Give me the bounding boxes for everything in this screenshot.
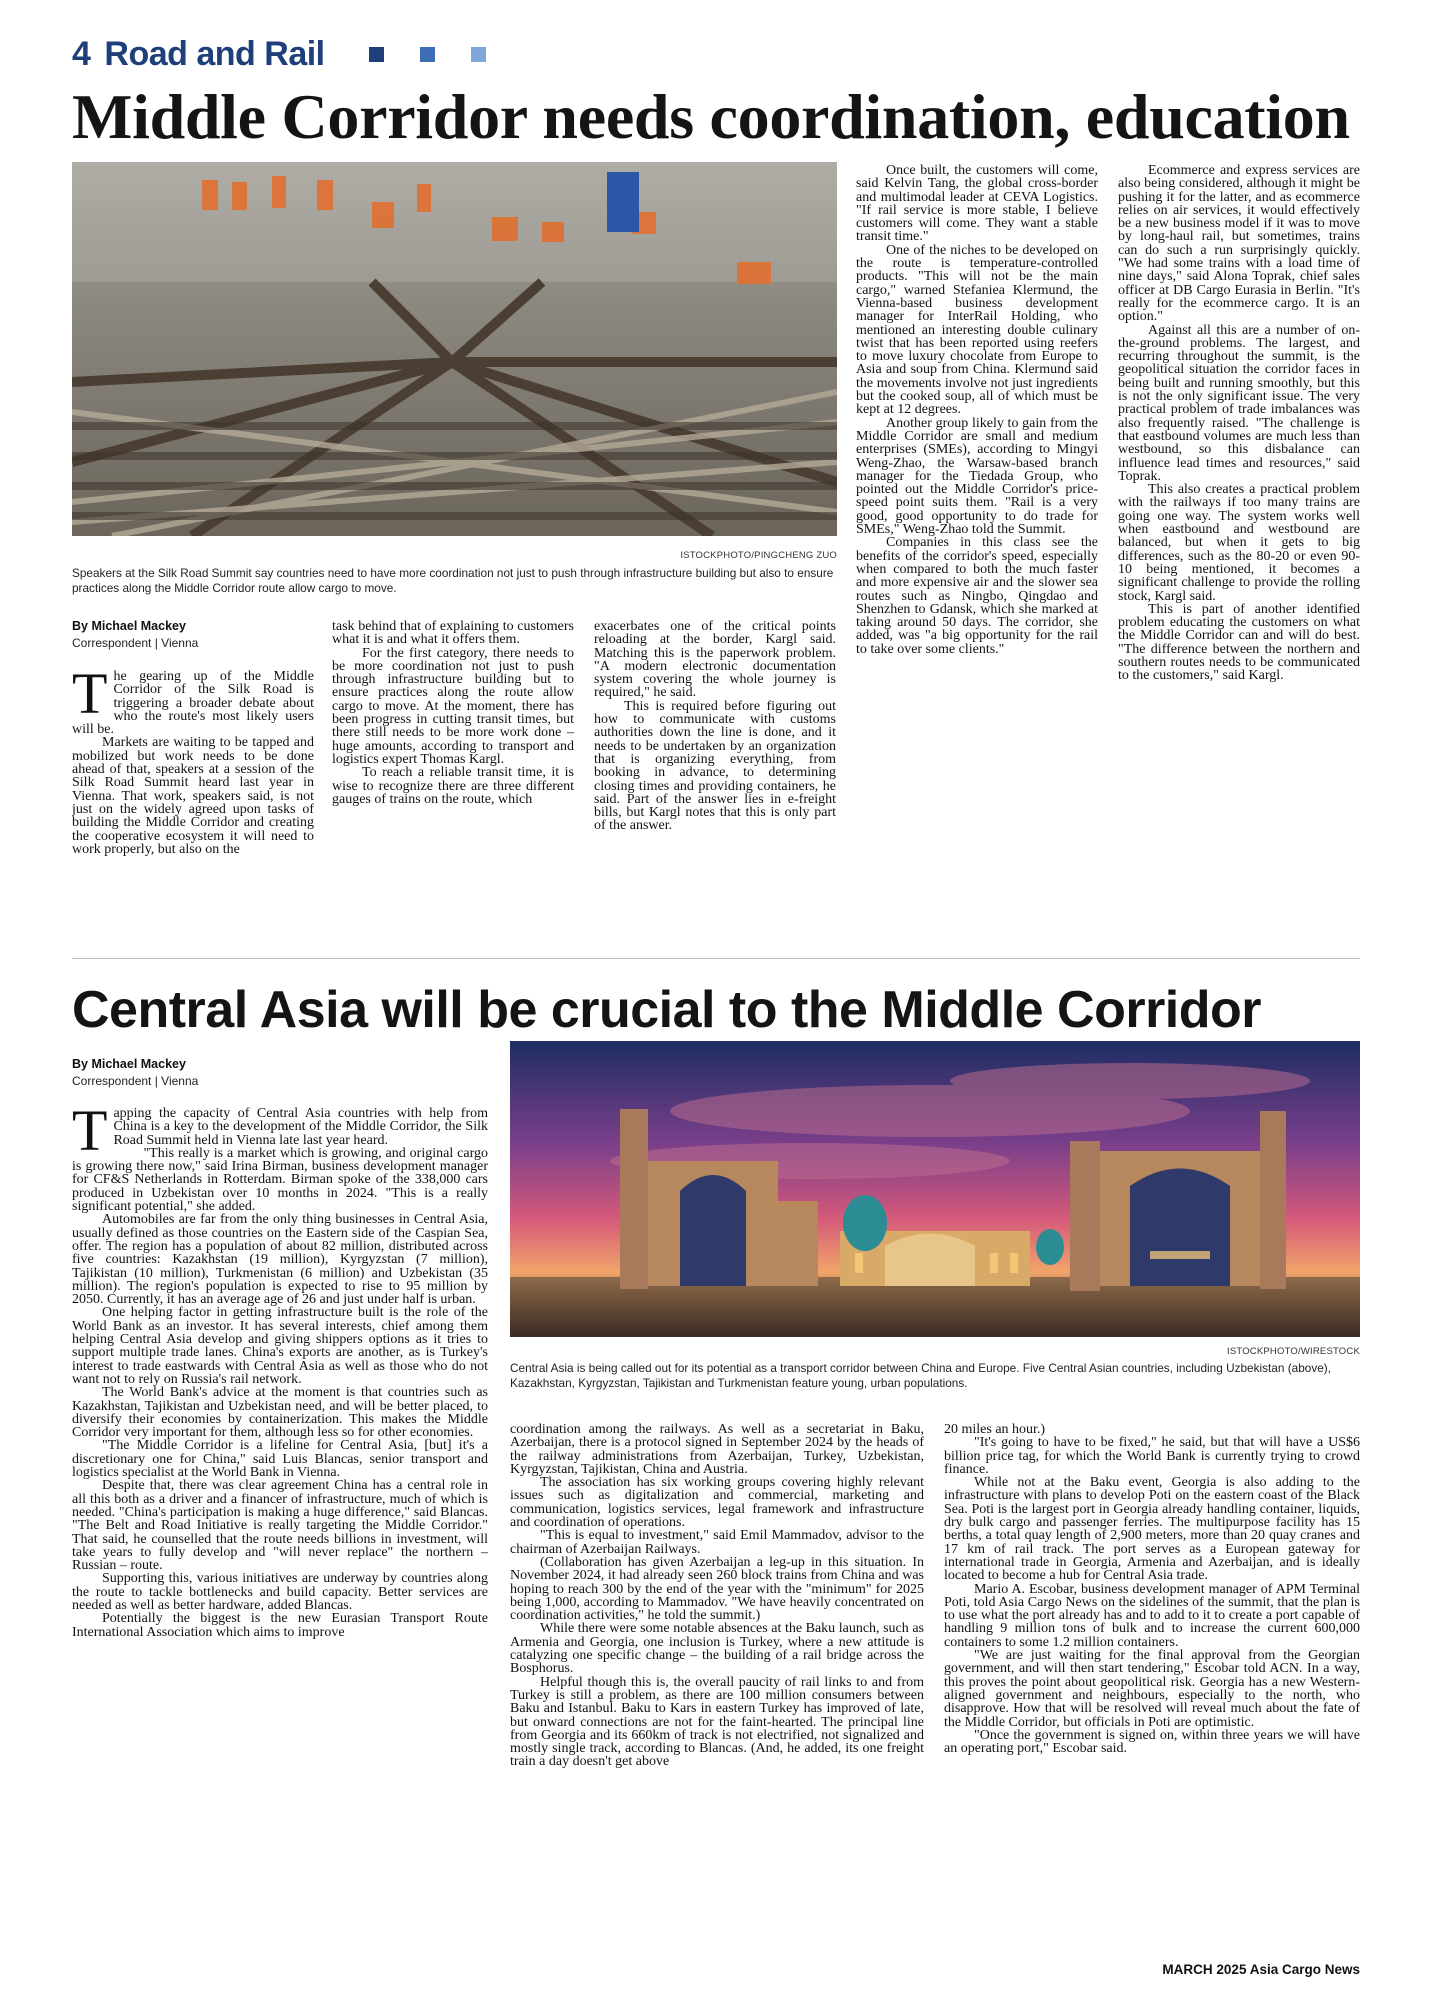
article2-column-1 — [72, 1107, 488, 1909]
paragraph: Automobiles are far from the only thing businesses in Central Asia, usually defined as those countries on the Eastern side of the Caspian Sea, offer. The region has a population of about 82 million, distributed across five countries: Kazakhstan (19 million), Kyrgyzstan (7 million), Tajikistan (10 million), Turkmenistan (6 million) and Uzbekistan (35 million). The region's population is expected to rise to 95 million by 2050. Currently, it has an average age of 26 and just under half is urban. — [72, 1212, 488, 1308]
article1-column-5 — [1118, 164, 1360, 932]
registan-photo — [510, 1041, 1360, 1337]
article1-column-4 — [856, 164, 1098, 932]
railway-construction-photo — [72, 162, 837, 536]
paragraph: Despite that, there was clear agreement China has a central role in all this both as a driver and a financer of infrastructure, much of which is needed. "China's participation is making a huge difference," said Blancas. "The Belt and Road Initiative is really targeting the Middle Corridor." That said, he counselled that the route needs billions in investment, will take years to fully develop and "will never replace" the northern – Russian – route. — [72, 1478, 488, 1574]
paragraph: coordination among the railways. As well as a secretariat in Baku, Azerbaijan, there is a protocol signed in September 2024 by the heads of the railway administrations from Azerbaijan, Turkey, Uzbekistan, Kyrgyzstan, Tajikistan, China and Austria. — [510, 1423, 924, 1477]
paragraph: For the first category, there needs to be more coordination not just to push through infrastructure building but to ensure practices along the route allow cargo to move. At the moment, there has been progress in cutting transit times, but there still needs to be more work done – huge amounts, according to transport and logistics expert Thomas Kargl. — [332, 645, 574, 767]
square-icon — [420, 47, 435, 62]
paragraph: This is part of another identified problem educating the customers on what the Middle Corridor can and will do best. "The difference between the northern and southern routes needs to be communicated to the customers," said Kargl. — [1118, 601, 1360, 684]
author-role: Correspondent | Vienna — [72, 1074, 199, 1088]
photo-caption: Speakers at the Silk Road Summit say countries need to have more coordination not just to push through infrastructure building but also to ensure practices along the Middle Corridor route allow cargo to move. — [72, 566, 834, 595]
paragraph: Another group likely to gain from the Middle Corridor are small and medium enterprises (SMEs), according to Mingyi Weng-Zhao, the Warsaw-based branch manager for the Tiedada Group, who pointed out the Middle Corridor's price-speed point suits them. "Rail is a very good, good opportunity to do trade for SMEs," Weng-Zhao told the Summit. — [856, 415, 1098, 538]
paragraph: Markets are waiting to be tapped and mobilized but work needs to be done ahead of that, speakers at a session of the Silk Road Summit heard last year in Vienna. That work, speakers said, is not just on the widely agreed upon tasks of building the Middle Corridor and creating the cooperative ecosystem it will need to work properly, but also on the — [72, 735, 314, 857]
paragraph: task behind that of explaining to customers what it is and what it offers them. — [332, 620, 574, 648]
photo-caption: Central Asia is being called out for its potential as a transport corridor between China and Europe. Five Central Asian countries, including Uzbekistan (above), Kazakhstan, Kyrgyzstan, Tajikistan and Turkmenistan feature young, urban populations. — [510, 1361, 1331, 1390]
photo-credit: ISTOCKPHOTO/WIRESTOCK — [1227, 1346, 1360, 1357]
page-footer: MARCH 2025 Asia Cargo News — [1162, 1962, 1360, 1977]
paragraph: "We are just waiting for the final approval from the Georgian government, and will then start tendering," Escobar told ACN. In a way, this proves the point about geopolitical risk. Georgia has a new Western-aligned government and neighbours, especially to the north, who disapprove. How that will be resolved will reveal much about the fate of the Middle Corridor, but officials in Poti are optimistic. — [944, 1648, 1360, 1730]
article2-column-2 — [510, 1423, 924, 1909]
section-header — [72, 34, 486, 74]
paragraph: "It's going to have to be fixed," he said, but that will have a US$6 billion price tag, for which the World Bank is currently trying to crowd finance. — [944, 1435, 1360, 1477]
paragraph: Supporting this, various initiatives are underway by countries along the route to tackle bottlenecks and build capacity. Better services are needed as well as better hardware, added Blancas. — [72, 1571, 488, 1613]
article1-column-1 — [72, 670, 314, 932]
author-name: By Michael Mackey — [72, 619, 186, 633]
author-name: By Michael Mackey — [72, 1057, 186, 1071]
paragraph: 20 miles an hour.) — [944, 1423, 1046, 1437]
page-number: 4 — [72, 34, 91, 73]
article2-headline: Central Asia will be crucial to the Middle Corridor — [72, 981, 1262, 1039]
paragraph: While there were some notable absences at the Baku launch, such as Armenia and Georgia, one inclusion is Turkey, where a new attitude is catalyzing one specific change – the building of a rail bridge across the Bosphorus. — [510, 1621, 924, 1677]
paragraph: Against all this are a number of on-the-ground problems. The largest, and recurring throughout the summit, is the geopolitical situation the corridor faces in being built and running smoothly, but this is not the only significant issue. The very practical problem of trade imbalances was also frequently raised. "The challenge is that eastbound volumes are much less than westbound, so this disbalance can influence lead times and resources," said Toprak. — [1118, 322, 1360, 484]
article1-column-2 — [332, 620, 574, 932]
paragraph: One of the niches to be developed on the route is temperature-controlled products. "This will not be the main cargo," warned Stefaniea Klermund, the Vienna-based business development manager for InterRail Holding, who mentioned an interesting double culinary twist that has been reported using reefers to move luxury chocolate from Europe to Asia and soup from China. Klermund said the movements involve not just ingredients but the cooked soup, all of which must be kept at 12 degrees. — [856, 242, 1098, 418]
paragraph: "This is equal to investment," said Emil Mammadov, advisor to the chairman of Azerbaijan Railways. — [510, 1528, 924, 1557]
paragraph: The association has six working groups covering highly relevant issues such as digitalization and commercial, marketing and communication, logistics services, legal framework and infrastructure and coordination of operations. — [510, 1475, 924, 1531]
paragraph: Ecommerce and express services are also being considered, although it might be pushing it for the latter, and as ecommerce relies on air services, it would effectively be a new business model if it was to move by long-haul rail, but sometimes, trains can do such a run surprisingly quickly. "We had some trains with a load time of nine days," said Alona Toprak, chief sales officer at DB Cargo Eurasia in Berlin. "It's really for the ecommerce cargo. It is an option." — [1118, 164, 1360, 325]
byline — [72, 618, 198, 652]
article1-headline: Middle Corridor needs coordination, education — [72, 81, 1350, 152]
article2-column-3 — [944, 1423, 1360, 1909]
paragraph: To reach a reliable transit time, it is wise to recognize there are three different gauges of trains on the route, which — [332, 765, 574, 807]
paragraph: "Once the government is signed on, within three years we will have an operating port," Escobar said. — [944, 1727, 1360, 1757]
paragraph: "The Middle Corridor is a lifeline for Central Asia, [but] it's a discretionary one for China," said Luis Blancas, senior transport and logistics specialist at the World Bank in Vienna. — [72, 1438, 488, 1481]
section-title: Road and Rail — [104, 34, 325, 73]
paragraph: This also creates a practical problem with the railways if too many trains are going one way. The system works well when eastbound and westbound are balanced, but when it gets to big differences, such as the 80-20 or even 90-10 being mentioned, it becomes a significant challenge to provide the rolling stock, Kargl said. — [1118, 482, 1360, 604]
paragraph: Potentially the biggest is the new Eurasian Transport Route International Association which aims to improve — [72, 1611, 488, 1640]
section-divider — [72, 958, 1360, 959]
square-icon — [471, 47, 486, 62]
paragraph: While not at the Baku event, Georgia is also adding to the infrastructure with plans to develop Poti on the eastern coast of the Black Sea. Poti is the largest port in Georgia already handling container, liquids, dry bulk cargo and passenger ferries. The multipurpose facility has 15 berths, a total quay length of 2,900 meters, more than 20 quay cranes and 17 km of rail track. The port serves as a European gateway for international trade in Georgia, Armenia and Azerbaijan, and is ideally located to become a hub for Central Asia trade. — [944, 1475, 1360, 1584]
paragraph: exacerbates one of the critical points reloading at the border, Kargl said. Matching this is the paperwork problem. "A modern electronic documentation system covering the whole journey is required," he said. — [594, 620, 836, 701]
paragraph: One helping factor in getting infrastructure built is the role of the World Bank as an investor. It has several interests, chief among them helping Central Asia develop and giving shippers options as it tries to support multiple trade lanes. China's exports are another, as is Turkey's interest to trade eastwards with Central Asia as well as those who do not want not to rely on Russia's rail network. — [72, 1305, 488, 1387]
paragraph: apping the capacity of Central Asia countries with help from China is a key to the development of the Middle Corridor, the Silk Road Summit held in Vienna late last year heard. — [113, 1107, 488, 1148]
paragraph: This is required before figuring out how to communicate with customs authorities down the line is done, and it needs to be undertaken by an organization that is organizing everything, from booking in advance, to determining closing times and providing containers, he said. Part of the answer lies in e-freight bills, but Kargl notes that this is only part of the answer. — [594, 698, 836, 834]
paragraph: Mario A. Escobar, business development manager of APM Terminal Poti, told Asia Cargo News on the sidelines of the summit, that the plan is to use what the port already has and to add to it to create a port capable of handling 9 million tons of bulk and to increase the current 600,000 containers to some 1.2 million containers. — [944, 1581, 1360, 1650]
paragraph: (Collaboration has given Azerbaijan a leg-up in this situation. In November 2024, it had already seen 260 block trains from China and was hoping to reach 300 by the end of the year with the "minimum" for 2025 being 1,000, according to Mammadov. "We have heavily concentrated on coordination activities," he told the summit.) — [510, 1554, 924, 1624]
paragraph: he gearing up of the Middle Corridor of the Silk Road is triggering a broader debate about who the route's most likely users will be. — [72, 670, 314, 738]
paragraph: Once built, the customers will come, said Kelvin Tang, the global cross-border and multimodal leader at CEVA Logistics. "If rail service is more stable, I believe customers will come. They want a stable transit time." — [856, 164, 1098, 245]
paragraph: Companies in this class see the benefits of the corridor's speed, especially when compared to both the much faster and more expensive air and the slower sea routes such as Ningbo, Qingdao and Shenzhen to Gdansk, which she marked at taking around 50 days. The corridor, she added, was "a big opportunity for the rail to take over some clients." — [856, 535, 1098, 657]
drop-cap: T — [72, 1107, 108, 1163]
photo-credit: ISTOCKPHOTO/PINGCHENG ZUO — [680, 550, 837, 561]
paragraph: Helpful though this is, the overall paucity of rail links to and from Turkey is still a problem, as there are 100 million consumers between Baku and Istanbul. Baku to Kars in eastern Turkey has improved of late, but onward connections are not for the faint-hearted. The principal line from Georgia and its 660km of track is not electrified, not signalized and mostly single track, according to Blancas. (And, he added, its one freight train a day doesn't get above — [510, 1674, 924, 1770]
paragraph: "This really is a market which is growing, and original cargo is growing there now," said Irina Birman, business development manager for CF&S Netherlands in Rotterdam. Birman spoke of the 338,000 cars produced in Uzbekistan over 10 months in 2024. "This is a really significant potential," she added. — [72, 1145, 488, 1215]
square-icon — [369, 47, 384, 62]
article1-column-3 — [594, 620, 836, 932]
paragraph: The World Bank's advice at the moment is that countries such as Kazakhstan, Tajikistan and Uzbekistan need, and will be better placed, to diversify their economies by containerization. This makes the Middle Corridor very important for them, although less so for other economies. — [72, 1385, 488, 1441]
drop-cap: T — [72, 670, 108, 726]
byline — [72, 1056, 198, 1090]
author-role: Correspondent | Vienna — [72, 636, 199, 650]
